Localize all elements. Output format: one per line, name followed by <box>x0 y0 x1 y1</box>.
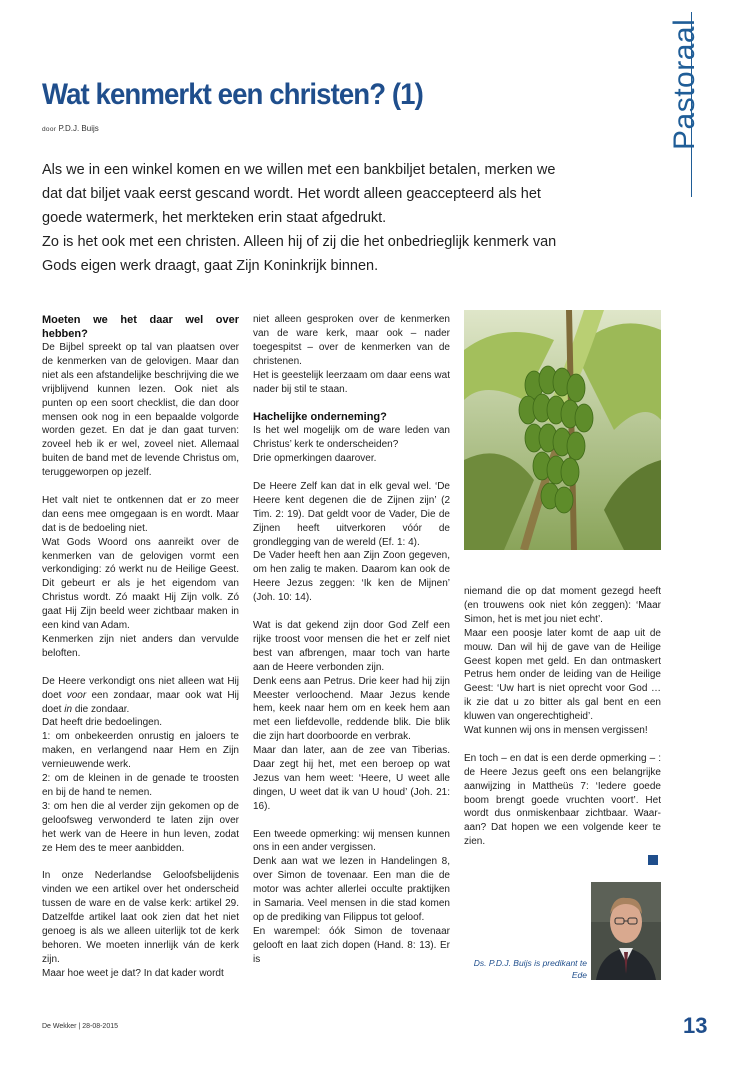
paragraph: Het is geestelijk leerzaam om daar eens wat nader bij stil te staan. <box>253 369 450 395</box>
article-title: Wat kenmerkt een christen? (1) <box>42 78 423 111</box>
paragraph: 2: om de kleinen in de genade te troosten en bij de hand te nemen. <box>42 773 239 798</box>
paragraph: 1: om onbekeerden onrustig en jaloers te maken, en verlangend naar Hem en Zijn vernieuwende werk. <box>42 731 239 771</box>
author-portrait <box>591 882 661 980</box>
paragraph: Het valt niet te ontkennen dat er zo meer dan eens mee omgegaan is en wordt. Maar dat is de bedoeling niet. <box>42 494 239 534</box>
column-1 <box>42 313 239 981</box>
paragraph: En warempel: óók Simon de tovenaar gelooft en laat zich dopen (Hand. 8: 13). Er is <box>253 925 450 965</box>
paragraph: Maar een poosje later komt de aap uit de mouw. Dan wil hij de gave van de Heilige Geest kopen met geld. En dan ontmaskert Petrus hem onder de leiding van de Heilige Geest: ‘Uw hart is niet oprecht voor God … ik zie dat u zo bitter als gal bent en een kluwen van ongerechtigheid’. <box>464 627 661 723</box>
byline <box>42 124 99 133</box>
paragraph: Maar hoe weet je dat? In dat kader wordt <box>42 967 224 979</box>
intro-paragraph: Als we in een winkel komen en we willen met een bankbiljet betalen, merken we dat dat biljet vaak eerst gescand wordt. Het wordt alleen geaccepteerd als het goede watermerk, het merkteken erin staat afgedrukt. <box>42 162 556 226</box>
paragraph: 3: om hen die al verder zijn gekomen op de geloofsweg verwonderd te laten zijn over het werk van de Heere in hun leven, zodat ze Hem des te meer aanbidden. <box>42 800 239 854</box>
paragraph: Wat Gods Woord ons aanreikt over de kenmerken van de gelovigen vormt een verkondiging: zó werkt nu de Heilige Geest. Dit gebeurt er als je het eigendom van Christus wordt. Zó maakt Hij Zijn volk. Zó gaat Hij Zijn beeld weer zichtbaar maken in een kind van Adam. <box>42 536 239 632</box>
byline-author: P.D.J. Buijs <box>58 124 99 133</box>
author-caption: Ds. P.D.J. Buijs is predikant te Ede <box>473 958 587 980</box>
section-label: Pastoraal <box>668 18 701 150</box>
paragraph: Is het wel mogelijk om de ware leden van Christus’ kerk te onderscheiden? <box>253 425 450 451</box>
byline-prefix: door <box>42 126 57 133</box>
paragraph: niemand die op dat moment gezegd heeft (en trouwens ook niet kón zeggen): ‘Maar Simon, het is met jou niet echt’. <box>464 586 661 625</box>
column-2 <box>253 313 450 967</box>
footer-publication: De Wekker | 28-08-2015 <box>42 1023 119 1030</box>
paragraph: De Heere verkondigt ons niet alleen wat Hij doet voor een zondaar, maar ook wat Hij doet in die zondaar. <box>42 675 239 715</box>
paragraph: En toch – en dat is een derde opmerking – : de Heere Jezus geeft ons een belangrijke aanwijzing in Mattheüs 7: ‘Iedere goede boom brengt goede vruchten voort’. Het wordt dus onmiskenbaar zichtbaar. Waar-aan? Dat hopen we een volgende keer te zien. <box>464 752 661 848</box>
intro-paragraph: Zo is het ook met een christen. Alleen hij of zij die het onbedrieglijk kenmerk van Gods eigen werk draagt, gaat Zijn Koninkrijk binnen. <box>42 234 557 274</box>
paragraph: niet alleen gesproken over de kenmerken van de ware kerk, maar ook – nader toegespitst – over de kenmerken van de christenen. <box>253 314 450 367</box>
paragraph: Drie opmerkingen daarover. <box>253 453 377 465</box>
paragraph: In onze Nederlandse Geloofsbelijdenis vinden we een artikel over het onderscheid tussen de ware en de valse kerk: artikel 29. Datzelfde artikel laat ook zien dat het niet genoeg is als we alleen uiterlijk tot de kerk behoren. We moeten innerlijk ván de kerk zijn. <box>42 870 239 965</box>
paragraph: Een tweede opmerking: wij mensen kunnen ons in een ander vergissen. <box>253 828 450 854</box>
banana-illustration <box>464 310 661 550</box>
banana-plant-photo <box>464 310 661 550</box>
article-end-square <box>648 855 658 865</box>
subheading: Hachelijke onderneming? <box>253 411 387 424</box>
paragraph: Denk aan wat we lezen in Handelingen 8, over Simon de tovenaar. Een man die de motor was achter allerlei occulte praktijken in Samaria. Veel mensen in die stad komen op de prediking van Filippus tot geloof. <box>253 856 450 923</box>
paragraph: Kenmerken zijn niet anders dan vervulde beloften. <box>42 634 239 659</box>
subheading: Moeten we het daar wel over hebben? <box>42 314 239 340</box>
page-number: 13 <box>683 1013 708 1038</box>
paragraph: Dat heeft drie bedoelingen. <box>42 717 163 729</box>
paragraph: De Heere Zelf kan dat in elk geval wel. ‘De Heere kent degenen die de Zijnen zijn’ (2 Tim. 2: 19). Dat geldt voor de Vader, Die de Zijnen heeft uitverkoren vóór de grondlegging van de wereld (Ef. 1: 4). <box>253 480 450 548</box>
author-portrait-illustration <box>591 882 661 980</box>
paragraph: Wat kunnen wij ons in mensen vergissen! <box>464 725 648 737</box>
paragraph: De Vader heeft hen aan Zijn Zoon gegeven, om hen zalig te maken. Daarom kan ook de Heere Jezus zeggen: ‘Ik ken de Mijnen’ (Joh. 10: 14). <box>253 550 450 604</box>
paragraph: Denk eens aan Petrus. Drie keer had hij zijn Meester verloochend. Maar Jezus kende hem, keek naar hem om en keek hem aan met een liefdevolle, reddende blik. Die blik die zijn hart doorboorde en verbrak. <box>253 675 450 743</box>
paragraph: Wat is dat gekend zijn door God Zelf een rijke troost voor mensen die het er zelf niet best van afbrengen, maar toch van harte aan de Heere verbonden zijn. <box>253 619 450 673</box>
column-3 <box>464 585 661 863</box>
article-intro <box>42 158 562 278</box>
paragraph: De Bijbel spreekt op tal van plaatsen over de kenmerken van de gelovigen. Maar dan niet als een afstandelijke beschrijving die we vrijblijvend kunnen lezen. Ook niet als punten op een soort checklist, die dan door mensen ook nog in een bepaalde volgorde worden gezet. En dat je dan gaat turven: zoveel heb ik er wel, zoveel niet. Allemaal buiten de band met de levende Christus om, teruggeworpen op jezelf. <box>42 342 239 479</box>
paragraph: Maar dan later, aan de zee van Tiberias. Daar zegt hij het, met een beroep op wat Jezus van hem weet: ‘Heere, U weet alle dingen, U weet dat ik van U houd’ (Joh. 21: 16). <box>253 745 450 812</box>
